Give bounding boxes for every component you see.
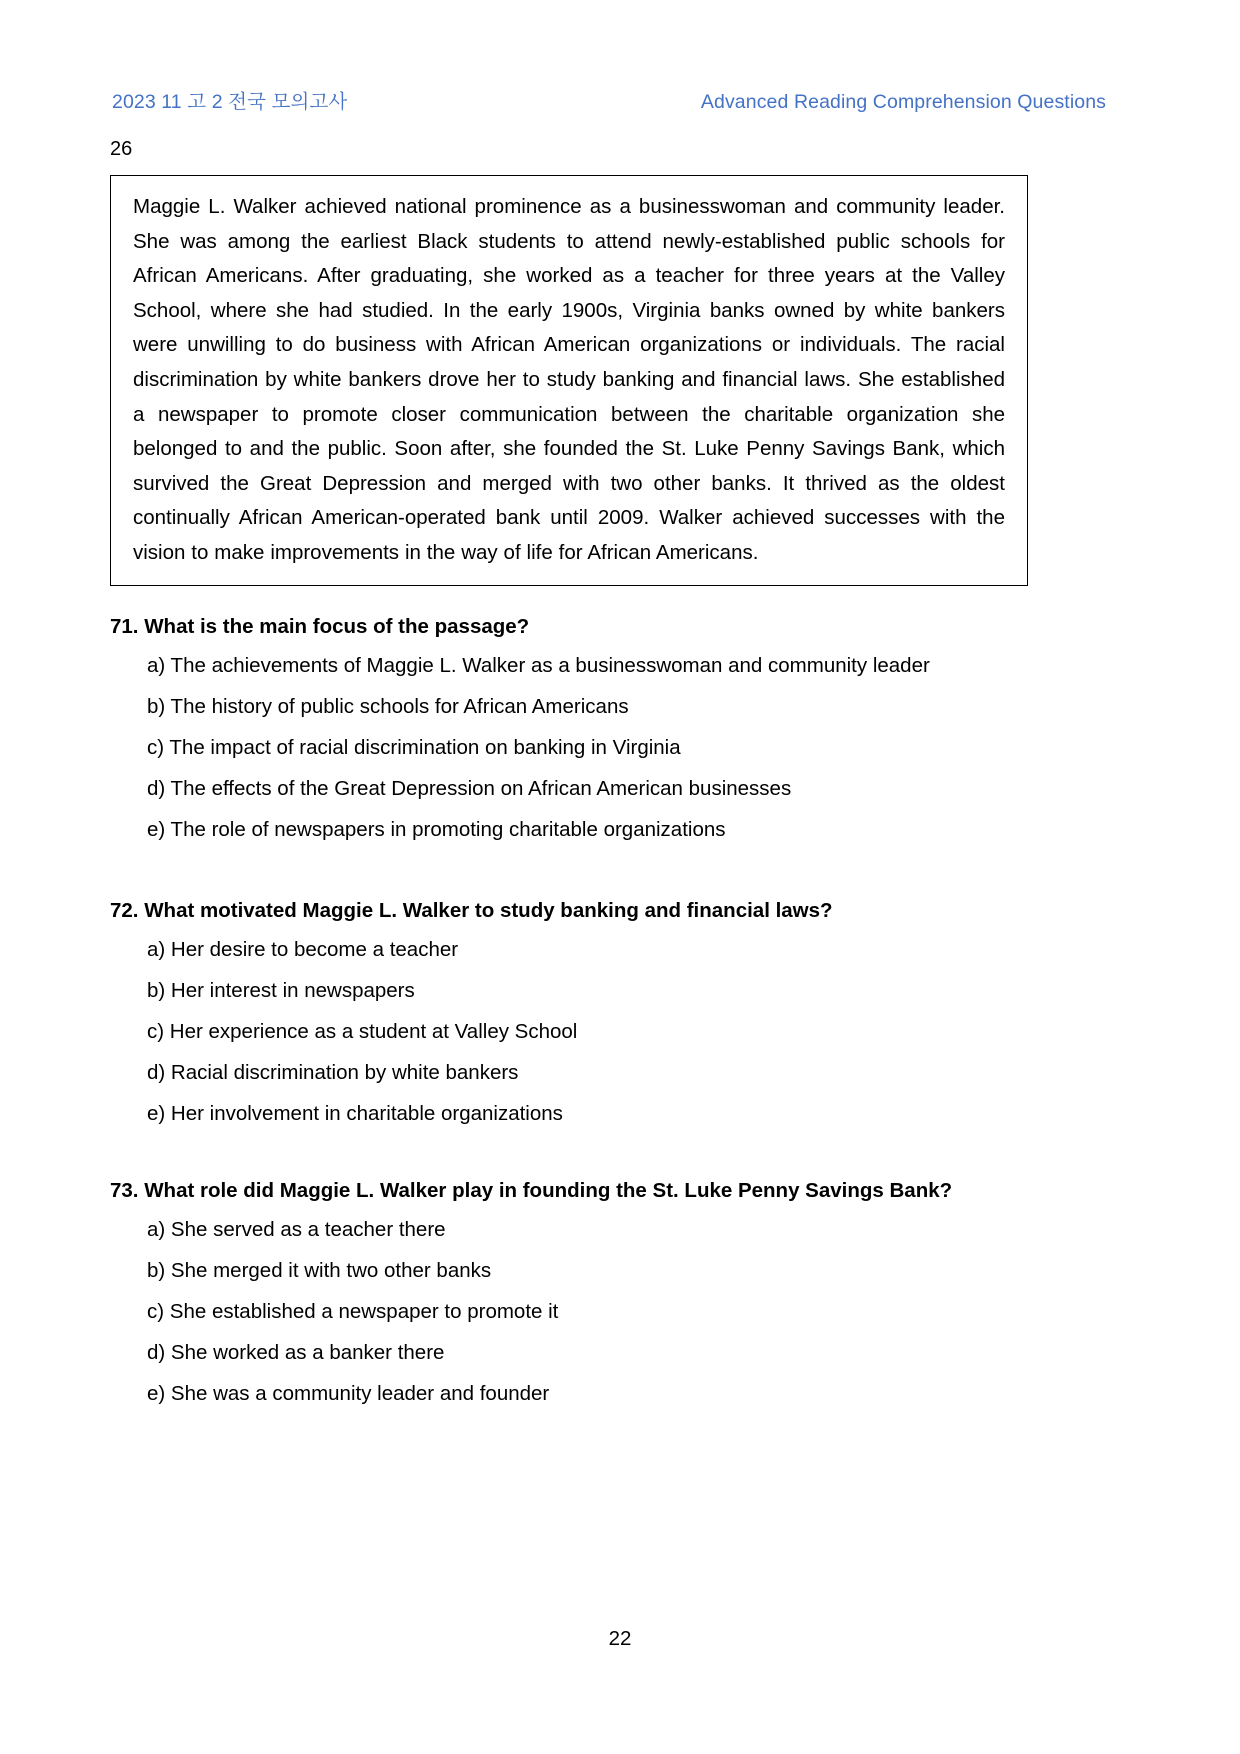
option-71-e[interactable]: e) The role of newspapers in promoting charitable organizations <box>147 818 726 841</box>
page-number: 22 <box>608 1627 632 1650</box>
header-exam-title: 2023 11 고 2 전국 모의고사 <box>112 91 348 113</box>
option-73-c[interactable]: c) She established a newspaper to promote it <box>147 1300 559 1323</box>
question-71 <box>110 612 1120 842</box>
option-72-e[interactable]: e) Her involvement in charitable organizations <box>147 1102 563 1125</box>
option-73-a[interactable]: a) She served as a teacher there <box>147 1218 446 1241</box>
passage-text: Maggie L. Walker achieved national prominence as a businesswoman and community leader. She was among the earliest Black students to attend newly-established public schools for African Americans. After graduating, she worked as a teacher for three years at the Valley School, where she had studied. In the early 1900s, Virginia banks owned by white bankers were unwilling to do business with African American organizations or individuals. The racial discrimination by white bankers drove her to study banking and financial laws. She established a newspaper to promote closer communication between the charitable organization she belonged to and the public. Soon after, she founded the St. Luke Penny Savings Bank, which survived the Great Depression and merged with two other banks. It thrived as the oldest continually African American-operated bank until 2009. Walker achieved successes with the vision to make improvements in the way of life for African Americans. <box>133 195 1005 564</box>
option-73-b[interactable]: b) She merged it with two other banks <box>147 1259 492 1282</box>
question-73-options <box>110 1218 1120 1406</box>
question-73-title: 73. What role did Maggie L. Walker play in founding the St. Luke Penny Savings Bank? <box>110 1179 953 1202</box>
question-73 <box>110 1176 1120 1406</box>
option-73-e[interactable]: e) She was a community leader and founder <box>147 1382 550 1405</box>
passage-box <box>110 175 1028 586</box>
header-section-title: Advanced Reading Comprehension Questions <box>700 91 1106 113</box>
question-72-title: 72. What motivated Maggie L. Walker to study banking and financial laws? <box>110 899 833 922</box>
question-71-title: 71. What is the main focus of the passage? <box>110 615 530 638</box>
questions-list <box>110 612 1120 1406</box>
option-73-d[interactable]: d) She worked as a banker there <box>147 1341 445 1364</box>
option-72-b[interactable]: b) Her interest in newspapers <box>147 979 415 1002</box>
option-71-a[interactable]: a) The achievements of Maggie L. Walker as a businesswoman and community leader <box>147 654 930 677</box>
item-number: 26 <box>110 138 133 160</box>
option-71-d[interactable]: d) The effects of the Great Depression on African American businesses <box>147 777 792 800</box>
option-72-a[interactable]: a) Her desire to become a teacher <box>147 938 459 961</box>
option-71-b[interactable]: b) The history of public schools for African Americans <box>147 695 629 718</box>
question-72-options <box>110 938 1120 1126</box>
option-72-c[interactable]: c) Her experience as a student at Valley School <box>147 1020 578 1043</box>
page-header <box>112 86 1120 114</box>
option-71-c[interactable]: c) The impact of racial discrimination on banking in Virginia <box>147 736 681 759</box>
question-71-options <box>110 654 1120 842</box>
question-72 <box>110 896 1120 1126</box>
option-72-d[interactable]: d) Racial discrimination by white bankers <box>147 1061 519 1084</box>
